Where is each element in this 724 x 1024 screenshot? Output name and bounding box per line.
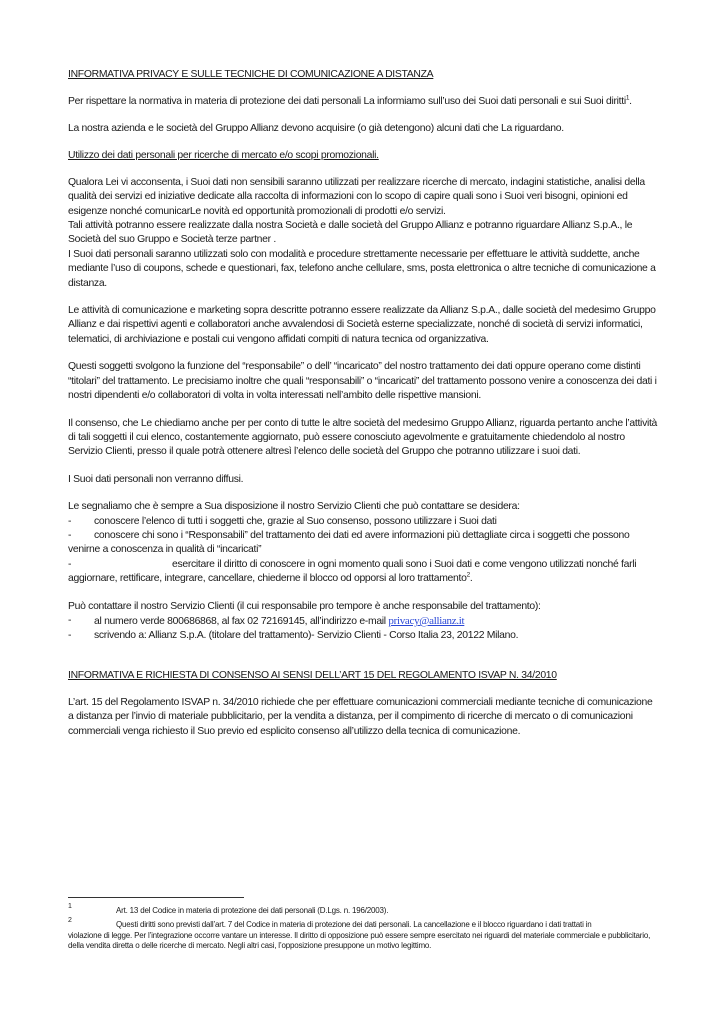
rights-list-item: - conoscere l’elenco di tutti i soggetti che, grazie al Suo consenso, possono utilizzare i Suoi dati — [68, 515, 497, 527]
rights-list-item: - esercitare il diritto di conoscere in ogni momento quali sono i Suoi dati e come vengono utilizzati nonché farli aggiornare, rettificare, integrare, cancellare, chiederne il blocco od opporsi al loro trattamento$^2$. — [68, 558, 637, 585]
marketing-paragraph-3: I Suoi dati personali saranno utilizzati solo con modalità e procedure strettamente necessarie per effettuare le attività suddette, anche mediante l’uso di coupons, schede e questionari, fax, telefono anche cellulare, sms, posta elettronica o altre tecniche di comunicazione a distanza. — [68, 248, 656, 289]
footnote-ref-2[interactable]: 2 — [466, 571, 470, 579]
contact-list-item: - scrivendo a: Allianz S.p.A. (titolare del trattamento)- Servizio Clienti - Corso Italia 23, 20122 Milano. — [68, 630, 519, 642]
marketing-paragraph-4: Le attività di comunicazione e marketing sopra descritte potranno essere realizzate da Allianz S.p.A., dalle società del medesimo Gruppo Allianz e dai rispettivi agenti e collaboratori anche avvalendosi di Società esterne specializzate, nonché di società di servizi informatici, telematici, di archiviazione e postali cui vengono affidati compiti di natura tecnica od organizzativa. — [68, 305, 656, 345]
document-body — [68, 68, 658, 739]
consent-paragraph: Il consenso, che Le chiediamo anche per per conto di tutte le altre società del medesimo Gruppo Allianz, riguarda pertanto anche l’attività di tali soggetti il cui elenco, costantemente aggiornato, può essere conosciuto agevolmente e gratuitamente chiedendolo al nostro Servizio Clienti, presso il quale potrà ottenere altresì l’elenco delle società del Gruppo che potranno utilizzare i suoi dati. — [68, 417, 658, 458]
footnote-2: 2 Questi diritti sono previsti dall’art. 7 del Codice in materia di protezione dei dati personali. La cancellazione e il blocco riguardano i dati trattati in violazione di legge. Per l’integrazione occorre vantare un interesse. Il diritto di opposizione può essere sempre esercitato nei riguardi del materiale commerciale e pubblicitario, della vendita diretta o delle ricerche di mercato. Negli altri casi, l’opposizione presuppone un motivo legittimo. — [68, 917, 651, 951]
no-diffusion-paragraph: I Suoi dati personali non verranno diffusi. — [68, 473, 244, 485]
section-title-privacy: INFORMATIVA PRIVACY E SULLE TECNICHE DI COMUNICAZIONE A DISTANZA — [68, 69, 434, 80]
footnote-1: 1 Art. 13 del Codice in materia di protezione dei dati personali (D.Lgs. n. 196/2003). — [68, 903, 389, 915]
footnote-separator — [68, 897, 244, 898]
marketing-paragraph-2: Tali attività potranno essere realizzate dalla nostra Società e dalle società del Gruppo Allianz e potranno riguardare Allianz S.p.A., le Società del suo Gruppo e Società terze partner . — [68, 220, 633, 246]
marketing-paragraph-5: Questi soggetti svolgono la funzione del “responsabile” o dell’ “incaricato” del nostro trattamento dei dati oppure operano come distinti “titolari” del trattamento. Le precisiamo inoltre che quali “responsabili” o “incaricati” del trattamento possono venire a conoscenza dei dati i nostri dipendenti e/o collaboratori di volta in volta interessati nell’ambito delle rispettive mansioni. — [68, 361, 657, 402]
intro-paragraph: Per rispettare la normativa in materia di protezione dei dati personali La informiamo sull’uso dei Suoi dati personali e sui Suoi diritti$^1$. — [68, 94, 632, 107]
rights-list-item: - conoscere chi sono i “Responsabili” del trattamento dei dati ed avere informazioni più dettagliate circa i soggetti che possono venirne a conoscenza in qualità di “incaricati” — [68, 529, 630, 556]
footnote-ref-1[interactable]: 1 — [625, 94, 630, 102]
company-paragraph: La nostra azienda e le società del Gruppo Allianz devono acquisire (o già detengono) alcuni dati che La riguardano. — [68, 123, 564, 135]
contact-list-item: - al numero verde 800686868, al fax 02 72169145, all’indirizzo e-mail privacy@allianz.it — [68, 614, 465, 627]
contact-intro: Può contattare il nostro Servizio Clienti (il cui responsabile pro tempore è anche responsabile del trattamento): — [68, 600, 541, 612]
section-title-marketing: Utilizzo dei dati personali per ricerche di mercato e/o scopi promozionali. — [68, 149, 379, 161]
privacy-email-link[interactable]: privacy@allianz.it — [388, 614, 465, 627]
isvap-paragraph: L’art. 15 del Regolamento ISVAP n. 34/2010 richiede che per effettuare comunicazioni commerciali mediante tecniche di comunicazione a distanza per l’invio di materiale pubblicitario, per la vendita a distanza, per il compimento di ricerche di mercato o di comunicazioni commerciali venga richiesto il Suo previo ed esplicito consenso all’utilizzo della tecnica di comunicazione. — [68, 696, 653, 737]
marketing-paragraph-1: Qualora Lei vi acconsenta, i Suoi dati non sensibili saranno utilizzati per realizzare ricerche di mercato, indagini statistiche, analisi della qualità dei servizi ed iniziative dedicate alla raccolta di informazioni con lo scopo di capire quali sono i Suoi veri bisogni, opinioni ed esigenze nonché comunicarLe novità ed opportunità promozionali di prodotti e/o servizi. — [68, 176, 645, 217]
section-title-isvap: INFORMATIVA E RICHIESTA DI CONSENSO AI SENSI DELL’ART 15 DEL REGOLAMENTO ISVAP N. 34/2010 — [68, 669, 557, 681]
rights-intro: Le segnaliamo che è sempre a Sua disposizione il nostro Servizio Clienti che può contattare se desidera: — [68, 501, 520, 513]
